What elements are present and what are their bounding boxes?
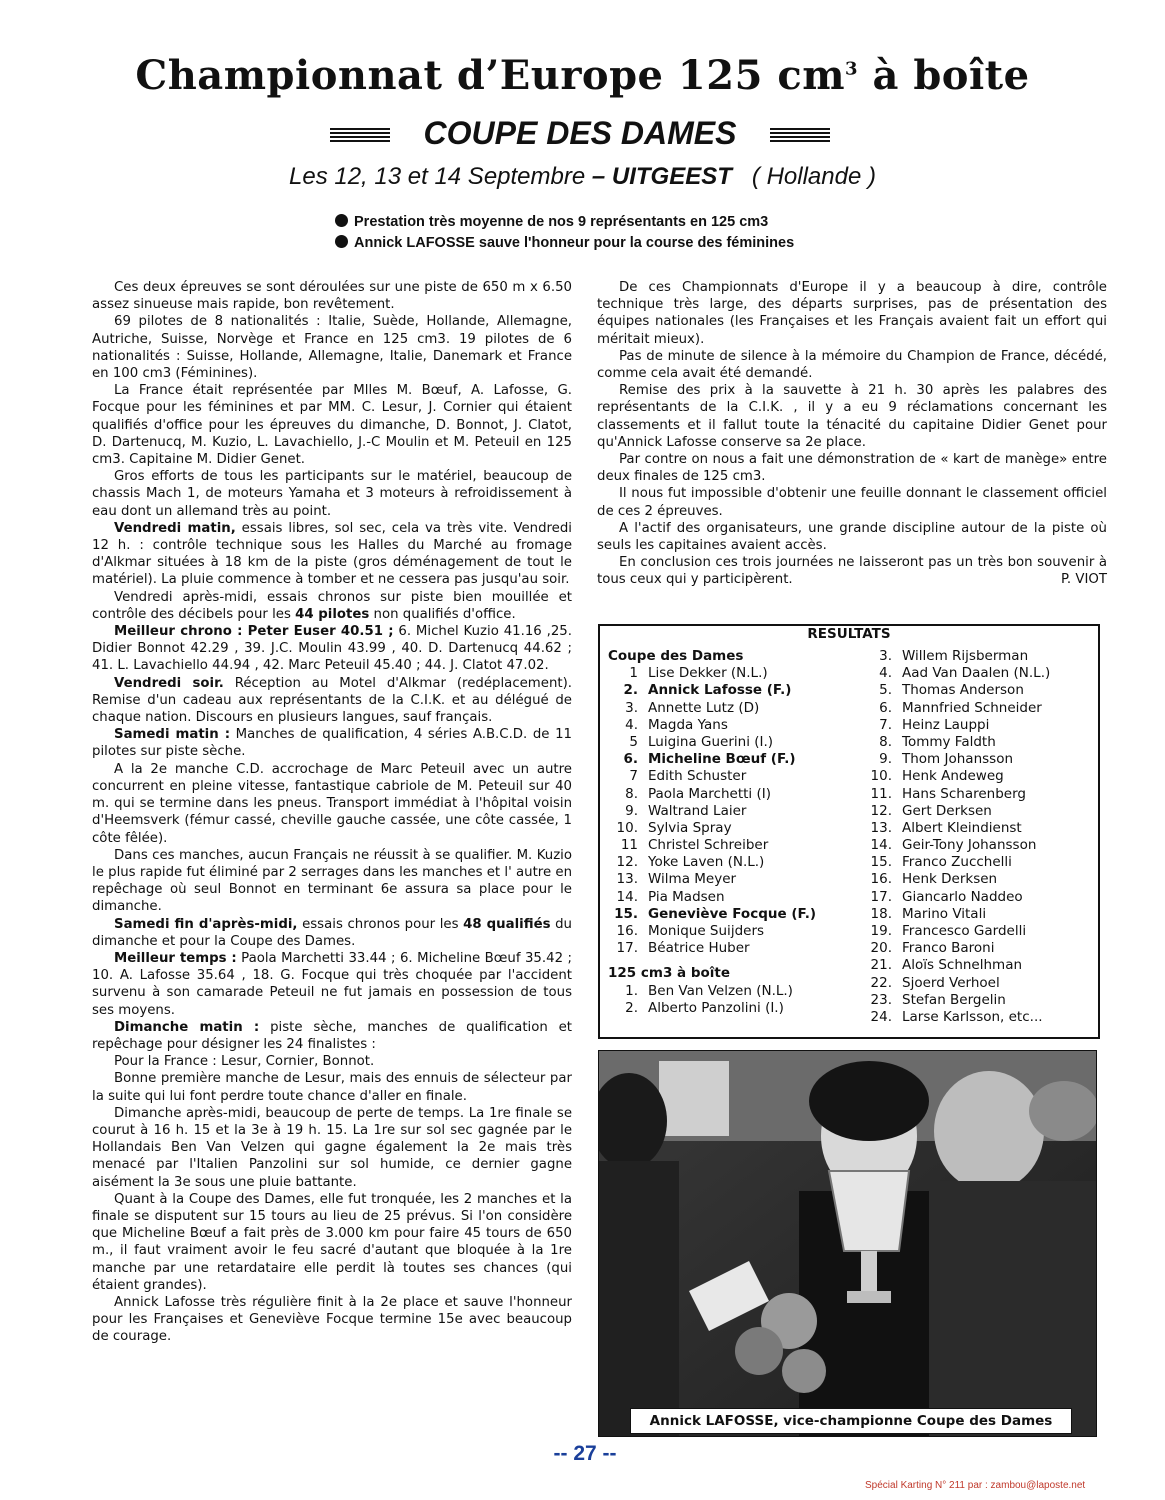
results-title: RESULTATS <box>807 626 891 642</box>
paragraph: Gros efforts de tous les participants sur le matériel, beaucoup de chassis Mach 1, de moteurs Yamaha et 3 moteurs à refroidissement à eau dont un allemand très au point. <box>92 469 572 519</box>
result-rank: 23. <box>870 991 892 1008</box>
result-row <box>862 751 1050 768</box>
result-row <box>608 734 816 751</box>
result-row <box>608 682 816 699</box>
result-rank: 10. <box>870 768 892 785</box>
result-name: Hans Scharenberg <box>902 785 1026 802</box>
boite-heading: 125 cm3 à boîte <box>608 965 731 982</box>
result-name: Stefan Bergelin <box>902 991 1006 1008</box>
result-rank: 7 <box>629 768 638 785</box>
result-rank: 16. <box>616 923 638 939</box>
result-rank: 15. <box>614 905 638 922</box>
result-name: Mannfried Schneider <box>902 699 1042 716</box>
result-row <box>862 665 1050 682</box>
result-row <box>862 717 1050 734</box>
result-name: Franco Zucchelli <box>902 854 1012 871</box>
page-title: Championnat d’Europe 125 $cm^3$ à boîte <box>135 52 1030 99</box>
result-row <box>862 854 1050 871</box>
result-rank: 10. <box>616 819 638 836</box>
paragraph: Samedi fin d'après-midi, essais chronos pour les 48 qualifiés du dimanche et pour la Coupe des Dames. <box>92 916 572 949</box>
paragraph: Vendredi après-midi, essais chronos sur piste bien mouillée et contrôle des décibels pour les 44 pilotes non qualifiés d'office. <box>92 589 572 622</box>
result-name: Edith Schuster <box>648 768 747 785</box>
highlight-item: Prestation très moyenne de nos 9 représentants en 125 cm3 <box>335 214 794 235</box>
paragraph: Meilleur chrono : Peter Euser 40.51 ; 6. Michel Kuzio 41.16 ,25. Didier Bonnot 42.29 , 39. J.C. Moulin 43.99 , 40. D. Dartenucq 44.62 ; 41. L. Lavachiello 44.94 , 42. Marc Peteuil 45.40 ; 44. J. Clatot 47.02. <box>92 624 572 674</box>
article-right-column <box>597 279 1107 589</box>
result-row <box>608 1000 816 1017</box>
result-name: Magda Yans <box>648 716 728 733</box>
paragraph: 69 pilotes de 8 nationalités : Italie, Suède, Hollande, Allemagne, Autriche, Suisse, Norvège et France en 125 cm3. 19 pilotes de 6 nationalités : Suisse, Hollande, Allemagne, Italie, Danemark et France en 100 cm3 (Féminines). <box>92 314 572 382</box>
result-rank: 11. <box>870 785 892 802</box>
result-name: Ben Van Velzen (N.L.) <box>648 982 793 999</box>
dateline: Les 12, 13 et 14 Septembre – UITGEEST ( Hollande ) <box>289 163 876 190</box>
result-rank: 18. <box>870 905 892 922</box>
trophy-photo-illustration <box>599 1051 1096 1436</box>
result-name: Geneviève Focque (F.) <box>648 905 817 922</box>
paragraph: Vendredi soir. Réception au Motel d'Alkmar (redéplacement). Remise d'un cadeau aux représentants de la C.I.K. et au délégué de chaque nation. Discours en plusieurs langues, sauf français. <box>92 675 572 726</box>
result-row <box>608 820 816 837</box>
paragraph: Annick Lafosse très régulière finit à la 2e place et sauve l'honneur pour les Françaises et Geneviève Focque termine 15e avec beaucoup de courage. <box>92 1294 572 1345</box>
footer-credit: Spécial Karting N° 211 par : zambou@laposte.net <box>865 1480 1086 1491</box>
result-rank: 19. <box>870 923 892 939</box>
page-number: -- 27 -- <box>553 1442 617 1465</box>
bullet-icon <box>335 214 348 227</box>
photo <box>598 1050 1097 1437</box>
result-name: Henk Andeweg <box>902 768 1004 785</box>
result-row <box>862 975 1050 992</box>
result-row <box>608 854 816 871</box>
article-left-column <box>92 279 572 1346</box>
result-rank: 16. <box>870 871 892 888</box>
paragraph: Pour la France : Lesur, Cornier, Bonnot. <box>114 1054 375 1070</box>
result-rank: 9. <box>879 751 892 768</box>
result-name: Lise Dekker (N.L.) <box>648 665 768 682</box>
paragraph: Ces deux épreuves se sont déroulées sur une piste de 650 m x 6.50 assez sinueuse mais rapide, bon revêtement. <box>92 280 572 313</box>
result-name: Thom Johansson <box>902 751 1014 768</box>
paragraph: La France était représentée par Mlles M. Bœuf, A. Lafosse, G. Focque pour les féminines et par MM. C. Lesur, J. Cornier qui étaient qualifiés d'office pour les épreuves du dimanche, D. Bonnot, J. Clatot, D. Dartenucq, M. Kuzio, L. Lavachiello, J.-C Moulin et M. Peteuil en 125 cm3. Capitaine M. Didier Genet. <box>92 383 572 468</box>
result-row <box>608 889 816 906</box>
result-name: Alberto Panzolini (I.) <box>648 999 784 1016</box>
result-name: Monique Suijders <box>648 923 765 939</box>
result-rank: 7. <box>879 716 892 733</box>
result-rank: 6. <box>623 751 638 768</box>
result-rank: 17. <box>616 940 638 957</box>
subtitle: COUPE DES DAMES <box>423 115 737 151</box>
result-name: Wilma Meyer <box>648 871 737 888</box>
result-rank: 5 <box>629 733 638 750</box>
result-row <box>862 940 1050 957</box>
paragraph: Dimanche matin : piste sèche, manches de qualification et repêchage pour désigner les 24 finalistes : <box>92 1019 573 1052</box>
paragraph: Quant à la Coupe des Dames, elle fut tronquée, les 2 manches et la finale se disputent sur 15 tours au lieu de 25 prévus. Si l'on considère que Micheline Bœuf a fait près de 3.000 km pour faire 45 tours de 650 m., il faut vraiment avoir le feu sacré d'autant que bloquée à la 1re manche par une retardataire elle perdit là toutes ses chances (qui étaient grandes). <box>92 1191 572 1293</box>
paragraph: Bonne première manche de Lesur, mais des ennuis de sélecteur par la suite qui lui font perdre toute chance d'aller en finale. <box>92 1071 572 1104</box>
result-rank: 14. <box>616 888 638 905</box>
bullet-icon <box>335 235 348 248</box>
results-right-column <box>862 648 1050 1026</box>
result-rank: 22. <box>870 974 892 991</box>
result-row <box>862 648 1050 665</box>
result-name: Willem Rijsberman <box>902 648 1029 664</box>
result-name: Gert Derksen <box>902 802 992 819</box>
result-name: Christel Schreiber <box>648 837 769 854</box>
result-name: Annette Lutz (D) <box>648 699 760 716</box>
result-rank: 17. <box>870 888 892 905</box>
paragraph: Meilleur temps : Paola Marchetti 33.44 ; 6. Micheline Bœuf 35.42 ; 10. A. Lafosse 35.64 , 18. G. Focque qui très choquée par l'accident survenu à son camarade Peteuil ne fut jamais en possession de tous ses moyens. <box>92 950 572 1018</box>
author-signature: P. VIOT <box>1060 572 1107 588</box>
result-rank: 11 <box>620 837 638 854</box>
paragraph: A la 2e manche C.D. accrochage de Marc Peteuil avec un autre concurrent en pleine vitesse, fantastique cabriole de M. Peteuil sur 40 m. qui se termine dans les pneus. Transport immédiat à l'hôpital voisin d'Heemsverk (fémur cassé, cheville gauche cassée, une côte cassée, 1 côte fêlée). <box>92 761 572 846</box>
result-name: Yoke Laven (N.L.) <box>648 854 765 871</box>
result-rank: 2. <box>625 999 638 1016</box>
result-row <box>608 803 816 820</box>
result-name: Béatrice Huber <box>648 940 750 957</box>
result-rank: 1 <box>629 665 638 682</box>
paragraph: Samedi matin : Manches de qualification, 4 séries A.B.C.D. de 11 pilotes sur piste sèche. <box>92 727 572 760</box>
result-row <box>862 786 1050 803</box>
result-name: Luigina Guerini (I.) <box>648 733 774 750</box>
result-row <box>862 889 1050 906</box>
result-row <box>862 1009 1050 1026</box>
result-name: Henk Derksen <box>902 871 998 888</box>
result-name: Waltrand Laier <box>648 802 747 819</box>
result-rank: 4. <box>625 716 638 733</box>
subtitle-row <box>330 115 830 155</box>
result-rank: 2. <box>623 682 638 699</box>
result-name: Sjoerd Verhoel <box>902 974 1000 991</box>
result-row <box>608 768 816 785</box>
result-row <box>862 906 1050 923</box>
highlight-item: Annick LAFOSSE sauve l'honneur pour la course des féminines <box>335 235 794 256</box>
result-name: Annick Lafosse (F.) <box>648 682 792 699</box>
result-row <box>608 940 816 957</box>
result-rank: 3. <box>879 648 892 664</box>
result-row <box>862 957 1050 974</box>
results-box <box>598 624 1100 1039</box>
result-rank: 14. <box>870 837 892 854</box>
result-row <box>862 837 1050 854</box>
paragraph: A l'actif des organisateurs, une grande discipline autour de la piste où seuls les capitaines avaient accès. <box>597 520 1107 554</box>
result-rank: 4. <box>879 665 892 682</box>
result-name: Marino Vitali <box>902 905 987 922</box>
result-row <box>608 751 816 768</box>
paragraph: Dimanche après-midi, beaucoup de perte de temps. La 1re finale se courut à 16 h. 15 et la 3e à 19 h. 15. La 1re sur sol sec gagnée par le Hollandais Ben Van Velzen qui gagne également la 2e mais très menacé par l'Italien Panzolini sur sol humide, ce dernier gagne aisément la 3e sous une pluie battante. <box>92 1105 572 1190</box>
result-row <box>608 906 816 923</box>
result-row <box>608 837 816 854</box>
paragraph: Il nous fut impossible d'obtenir une feuille donnant le classement officiel de ces 2 épreuves. <box>597 486 1107 519</box>
paragraph: Par contre on nous a fait une démonstration de « kart de manège» entre deux finales de 125 cm3. <box>597 452 1107 485</box>
left-rule <box>330 128 390 142</box>
result-row <box>862 923 1050 940</box>
result-name: Pia Madsen <box>648 888 725 905</box>
result-name: Larse Karlsson, etc... <box>902 1008 1043 1025</box>
result-rank: 5. <box>879 682 892 699</box>
paragraph: En conclusion ces trois journées ne laisseront pas un très bon souvenir à tous ceux qui y participèrent. P. VIOT <box>597 555 1107 588</box>
result-rank: 6. <box>879 699 892 716</box>
result-rank: 21. <box>870 957 892 974</box>
results-left-column <box>608 648 816 1017</box>
result-row <box>608 786 816 803</box>
result-row <box>862 682 1050 699</box>
result-rank: 12. <box>616 854 638 871</box>
result-name: Franco Baroni <box>902 940 995 957</box>
result-row <box>608 700 816 717</box>
result-row <box>862 871 1050 888</box>
result-name: Giancarlo Naddeo <box>902 888 1023 905</box>
result-row <box>862 700 1050 717</box>
result-row <box>862 803 1050 820</box>
result-name: Aad Van Daalen (N.L.) <box>902 665 1051 682</box>
highlights <box>335 214 794 256</box>
result-row <box>862 992 1050 1009</box>
result-rank: 15. <box>870 854 892 871</box>
result-rank: 8. <box>879 733 892 750</box>
result-rank: 8. <box>625 785 638 802</box>
paragraph: Dans ces manches, aucun Français ne réussit à se qualifier. M. Kuzio le plus rapide fut éliminé par 2 serrages dans les manches et l' autre en repêchage où seul Bonnot en terminant 6e assura sa place pour le dimanche. <box>92 847 572 915</box>
result-rank: 13. <box>616 871 638 888</box>
result-name: Micheline Bœuf (F.) <box>648 751 796 768</box>
result-name: Tommy Faldth <box>902 733 996 750</box>
result-name: Albert Kleindienst <box>902 819 1022 836</box>
paragraph: Pas de minute de silence à la mémoire du Champion de France, décédé, comme cela avait été demandé. <box>597 348 1107 382</box>
result-name: Geir-Tony Johansson <box>902 837 1037 854</box>
result-rank: 12. <box>870 802 892 819</box>
result-row <box>862 820 1050 837</box>
result-row <box>862 768 1050 785</box>
result-row <box>608 923 816 940</box>
coupe-des-dames-heading: Coupe des Dames <box>608 648 744 664</box>
result-row <box>608 871 816 888</box>
result-rank: 9. <box>625 802 638 819</box>
result-name: Thomas Anderson <box>902 682 1024 699</box>
paragraph: Vendredi matin, essais libres, sol sec, cela va très vite. Vendredi 12 h. : contrôle technique sous les Halles du Marché au fromage d'Alkmar situées à 18 km de la piste (gros déménagement de tout le matériel). La pluie commence à tomber et ne cessera pas jusqu'au soir. <box>92 520 572 588</box>
paragraph: De ces Championnats d'Europe il y a beaucoup à dire, contrôle technique très large, des départs surprises, pas de présentation des équipes nationales (les Françaises et les Français avaient fait un effort qui méritait mieux). <box>597 280 1107 347</box>
photo-caption: Annick LAFOSSE, vice-championne Coupe des Dames <box>630 1408 1072 1434</box>
paragraph: Remise des prix à la sauvette à 21 h. 30 après les palabres des représentants de la C.I.K. , il y a eu 9 réclamations concernant les classements et il fallut toute la ténacité du capitaine Didier Genet pour qu'Annick Lafosse conserve sa 2e place. <box>597 383 1107 450</box>
result-name: Aloïs Schnelhman <box>902 957 1023 974</box>
result-name: Heinz Lauppi <box>902 716 990 733</box>
result-row <box>608 665 816 682</box>
right-rule <box>770 128 830 142</box>
result-rank: 3. <box>625 699 638 716</box>
result-rank: 20. <box>870 940 892 957</box>
result-name: Paola Marchetti (I) <box>648 785 771 802</box>
result-row <box>608 983 816 1000</box>
result-name: Francesco Gardelli <box>902 923 1027 939</box>
result-row <box>862 734 1050 751</box>
result-rank: 24. <box>870 1008 892 1025</box>
result-name: Sylvia Spray <box>648 819 732 836</box>
result-row <box>608 717 816 734</box>
result-rank: 1. <box>625 982 638 999</box>
result-rank: 13. <box>870 819 892 836</box>
